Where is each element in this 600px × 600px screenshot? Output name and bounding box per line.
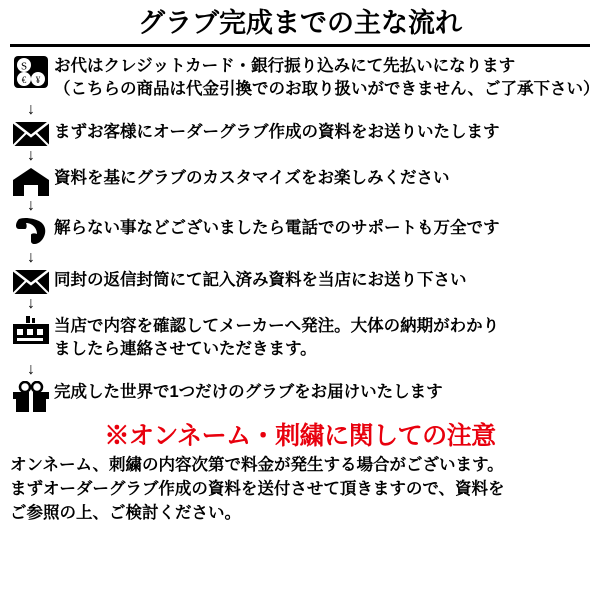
- arrow-connector: [8, 361, 592, 379]
- step-line-1: まずお客様にオーダーグラブ作成の資料をお送りいたします: [54, 123, 500, 141]
- step-item: [8, 119, 592, 147]
- step-item: [8, 215, 592, 249]
- arrow-connector: [8, 295, 592, 313]
- step-line-1: 当店で内容を確認してメーカーへ発注。大体の納期がわかり: [54, 317, 500, 335]
- step-line-2: （こちらの商品は代金引換でのお取り扱いができません、ご了承下さい）: [54, 80, 600, 98]
- arrow-down-icon: ↓: [27, 295, 35, 312]
- step-line-2: ましたら連絡させていただきます。: [54, 340, 317, 358]
- step-item: [8, 313, 592, 361]
- factory-icon: [8, 313, 54, 345]
- phone-icon: [8, 215, 54, 249]
- svg-text:€: €: [21, 75, 27, 85]
- arrow-down-icon: ↓: [27, 249, 35, 266]
- page-title: グラブ完成までの主な流れ: [138, 8, 462, 38]
- footer-line-2: まずオーダーグラブ作成の資料を送付させて頂きますので、資料を: [10, 480, 505, 498]
- arrow-connector: [8, 249, 592, 267]
- step-text: [54, 165, 592, 190]
- step-text: [54, 53, 600, 101]
- step-line-1: 同封の返信封筒にて記入済み資料を当店にお送り下さい: [54, 271, 467, 289]
- step-text: [54, 313, 592, 361]
- step-item: [8, 379, 592, 413]
- step-text: [54, 379, 592, 404]
- svg-text:¥: ¥: [35, 75, 41, 85]
- steps-list: [8, 53, 600, 413]
- step-line-1: お代はクレジットカード・銀行振り込みにて先払いになります: [54, 57, 516, 75]
- arrow-connector: [8, 101, 592, 119]
- step-item: [8, 53, 600, 101]
- title-divider: [10, 44, 590, 47]
- step-item: [8, 165, 592, 197]
- envelope-icon: [8, 267, 54, 295]
- step-line-1: 資料を基にグラブのカスタマイズをお楽しみください: [54, 169, 450, 187]
- gift-box-icon: [8, 379, 54, 413]
- svg-text:S: S: [20, 60, 28, 73]
- step-text: [54, 119, 592, 144]
- step-item: [8, 267, 592, 295]
- home-icon: [8, 165, 54, 197]
- arrow-down-icon: ↓: [27, 361, 35, 378]
- footer-line-1: オンネーム、刺繍の内容次第で料金が発生する場合がございます。: [10, 456, 504, 474]
- step-line-1: 解らない事などございましたら電話でのサポートも万全です: [54, 219, 500, 237]
- money-icon: [8, 53, 54, 89]
- footer-line-3: ご参照の上、ご検討ください。: [10, 504, 241, 522]
- arrow-connector: [8, 197, 592, 215]
- arrow-down-icon: ↓: [27, 147, 35, 164]
- arrow-connector: [8, 147, 592, 165]
- arrow-down-icon: ↓: [27, 197, 35, 214]
- step-text: [54, 215, 592, 240]
- arrow-down-icon: ↓: [27, 101, 35, 118]
- footer-note: [8, 453, 592, 525]
- step-text: [54, 267, 592, 292]
- envelope-icon: [8, 119, 54, 147]
- notice-heading: ※オンネーム・刺繍に関しての注意: [104, 422, 496, 450]
- step-line-1: 完成した世界で1つだけのグラブをお届けいたします: [54, 383, 443, 401]
